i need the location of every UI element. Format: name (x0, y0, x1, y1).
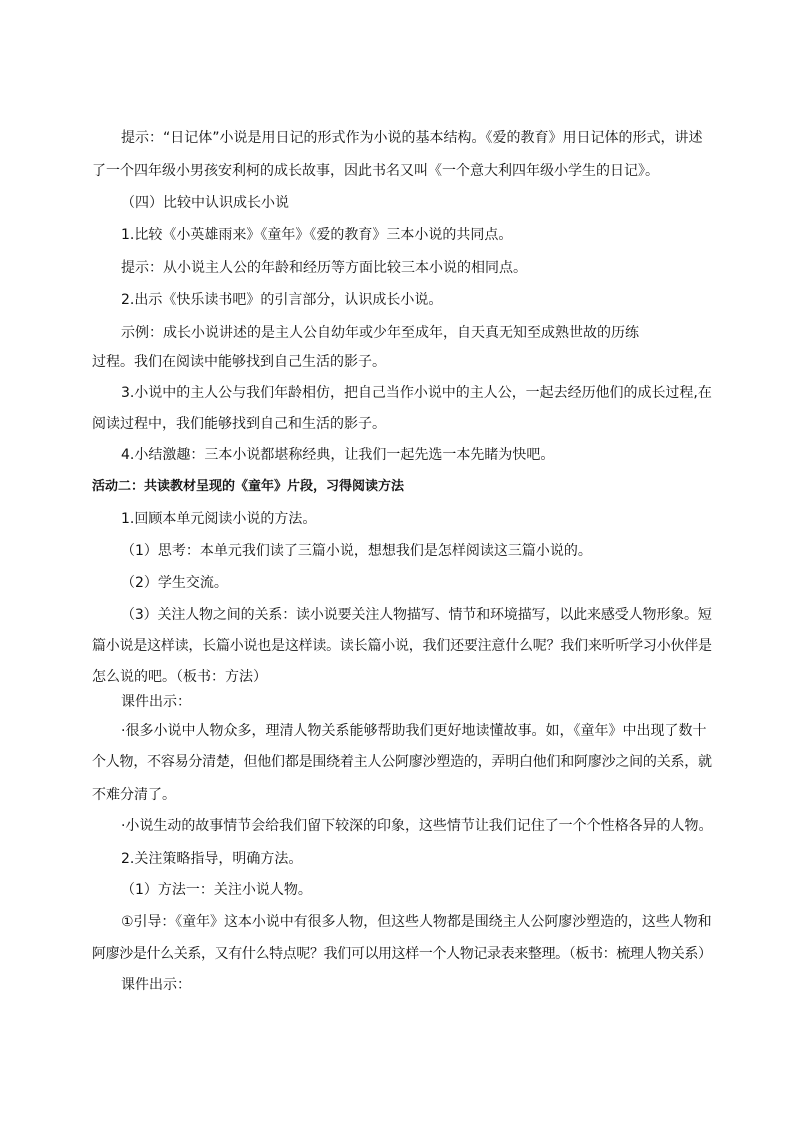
text-line: （3）关注人物之间的关系：读小说要关注人物描写、情节和环境描写，以此来感受人物形象。短 (121, 607, 712, 623)
text-line: （2）学生交流。 (121, 575, 228, 591)
text-line: 示例：成长小说讲述的是主人公自幼年或少年至成年，自天真无知至成熟世故的历练 (121, 325, 639, 341)
text-line: 怎么说的吧。（板书：方法） (92, 669, 267, 685)
text-line: 提示：从小说主人公的年龄和经历等方面比较三本小说的相同点。 (121, 260, 527, 276)
text-line: 阅读过程中，我们能够找到自己和生活的影子。 (92, 416, 386, 432)
bullet-item: ·很多小说中人物众多，理清人物关系能够帮助我们更好地读懂故事。如，《童年》中出现了数十 (121, 723, 707, 739)
text-line: 2.关注策略指导，明确方法。 (121, 851, 303, 867)
text-line: 3.小说中的主人公与我们年龄相仿，把自己当作小说中的主人公，一起去经历他们的成长过程,在 (121, 385, 712, 401)
text-line: 篇小说是这样读，长篇小说也是这样读。读长篇小说，我们还要注意什么呢？我们来听听学习小伙伴是 (92, 638, 712, 654)
text-line: 课件出示： (121, 694, 191, 710)
section-heading: （四）比较中认识成长小说 (121, 195, 289, 211)
text-line: 提示：“日记体”小说是用日记的形式作为小说的基本结构。《爱的教育》用日记体的形式，讲述 (121, 130, 703, 146)
text-line: 了一个四年级小男孩安利柯的成长故事，因此书名又叫《一个意大利四年级小学生的日记》。 (92, 163, 659, 179)
bullet-item: ·小说生动的故事情节会给我们留下较深的印象，这些情节让我们记住了一个个性格各异的人物。 (121, 818, 713, 834)
text-line: 阿廖沙是什么关系，又有什么特点呢？我们可以用这样一个人物记录表来整理。（板书：梳理人物关系） (92, 946, 712, 962)
text-line: 2.出示《快乐读书吧》的引言部分，认识成长小说。 (121, 292, 443, 308)
text-line: （1）思考：本单元我们读了三篇小说，想想我们是怎样阅读这三篇小说的。 (121, 543, 592, 559)
activity-heading: 活动二：共读教材呈现的《童年》片段，习得阅读方法 (92, 479, 405, 494)
text-line: 4.小结激趣：三本小说都堪称经典，让我们一起先选一本先睹为快吧。 (121, 447, 555, 463)
text-line: 不难分清了。 (92, 787, 176, 803)
text-line: 课件出示： (121, 977, 191, 993)
text-line: 过程。我们在阅读中能够找到自己生活的影子。 (92, 354, 386, 370)
text-line: 1.比较《小英雄雨来》《童年》《爱的教育》三本小说的共同点。 (121, 227, 513, 243)
text-line: 1.回顾本单元阅读小说的方法。 (121, 511, 317, 527)
text-line: 个人物，不容易分清楚，但他们都是围绕着主人公阿廖沙塑造的，弄明白他们和阿廖沙之间的关系，就 (92, 754, 712, 770)
text-line: ①引导：《童年》这本小说中有很多人物，但这些人物都是围绕主人公阿廖沙塑造的，这些人物和 (121, 914, 712, 930)
text-line: （1）方法一：关注小说人物。 (121, 882, 312, 898)
